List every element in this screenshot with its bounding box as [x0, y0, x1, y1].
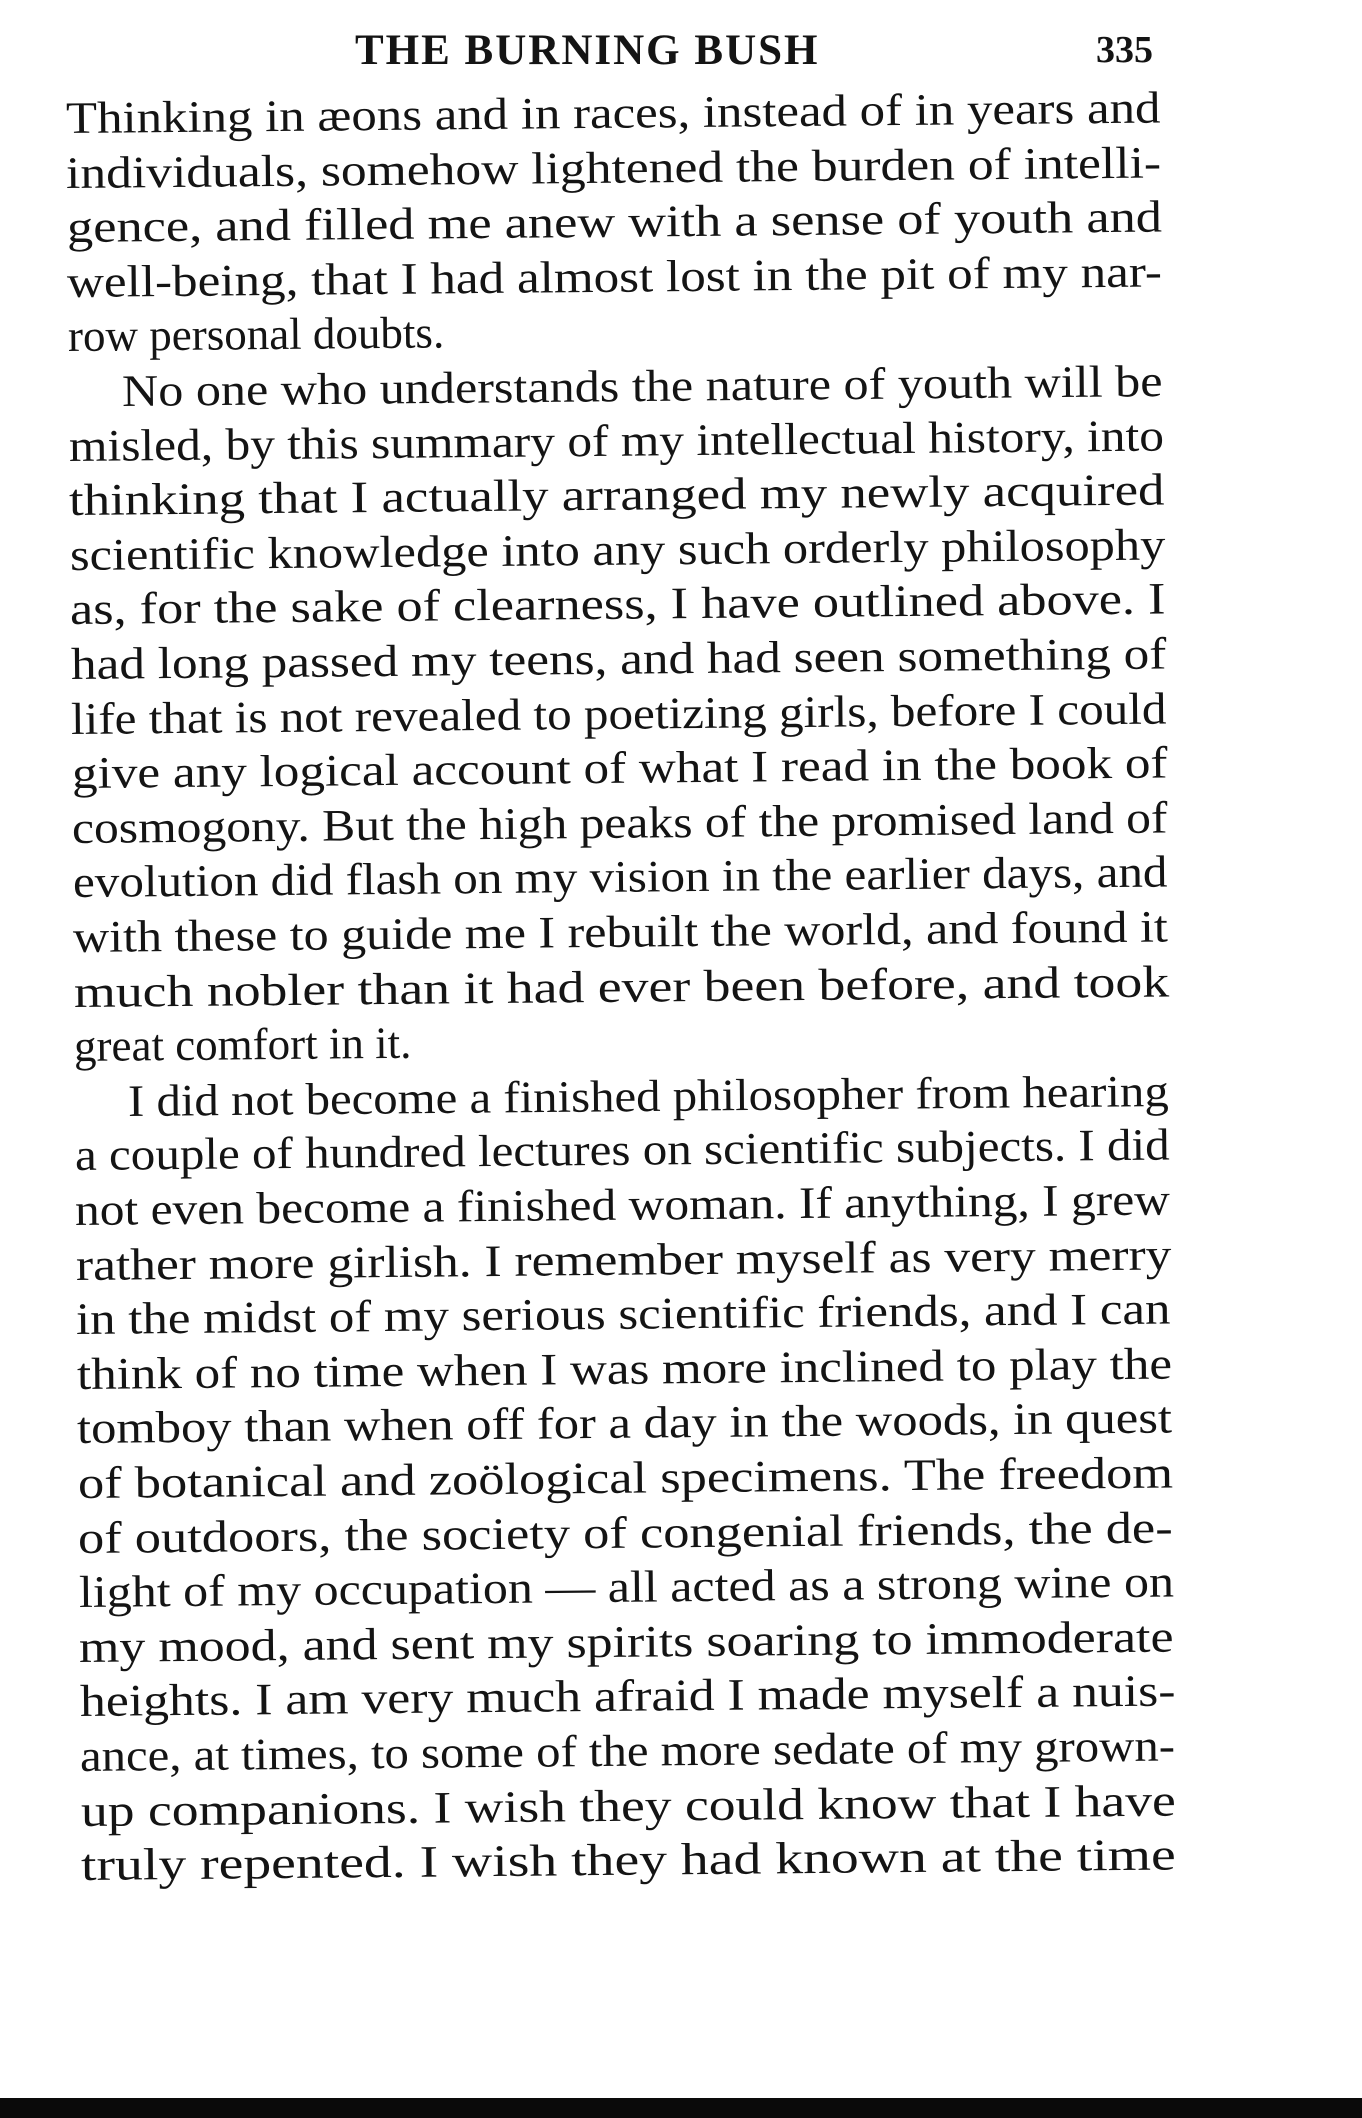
text-line: my mood, and sent my spirits soaring to immoderate — [78, 1611, 1174, 1672]
text-line: light of my occupation — all acted as a strong wine on — [78, 1556, 1174, 1618]
text-line: I did not become a finished philosopher from hearing — [128, 1065, 1170, 1126]
text-line: thinking that I actually arranged my newly acquired — [69, 464, 1165, 526]
page-number: 335 — [1096, 29, 1153, 71]
text-line: Thinking in æons and in races, instead of in years and — [65, 82, 1161, 143]
text-line: heights. I am very much afraid I made myself a nuis- — [79, 1665, 1176, 1727]
text-line: in the midst of my serious scientific friends, and I can — [76, 1283, 1171, 1345]
text-line: of outdoors, the society of congenial friends, the de- — [77, 1502, 1174, 1563]
text-line: truly repented. I wish they had known at the time — [80, 1829, 1176, 1891]
text-line: gence, and filled me anew with a sense of youth and — [66, 191, 1163, 253]
text-line: ance, at times, to some of the more sedate of my grown- — [79, 1720, 1176, 1781]
running-head: THE BURNING BUSH — [355, 27, 820, 74]
text-line: rather more girlish. I remember myself as very merry — [75, 1229, 1172, 1290]
text-line: much nobler than it had ever been before, and took — [73, 956, 1169, 1017]
text-line: as, for the sake of clearness, I have outlined above. I — [69, 573, 1166, 635]
text-line: scientific knowledge into any such orderly philosophy — [69, 519, 1166, 580]
bottom-edge-band — [0, 2098, 1362, 2118]
text-line: misled, by this summary of my intellectual history, into — [68, 410, 1164, 471]
text-line: had long passed my teens, and had seen something of — [70, 628, 1167, 689]
text-line: of botanical and zoölogical specimens. The freedom — [77, 1447, 1174, 1508]
text-line: cosmogony. But the high peaks of the promised land of — [71, 792, 1168, 853]
text-line: great comfort in it. — [73, 1017, 412, 1072]
text-line: with these to guide me I rebuilt the world, and found it — [72, 901, 1169, 962]
text-line: well-being, that I had almost lost in the pit of my nar- — [67, 246, 1163, 307]
text-line: tomboy than when off for a day in the woods, in quest — [77, 1392, 1173, 1454]
text-line: up companions. I wish they could know that I have — [80, 1775, 1176, 1836]
text-line: evolution did flash on my vision in the earlier days, and — [72, 846, 1168, 908]
text-line: give any logical account of what I read in the book of — [71, 737, 1168, 799]
text-line: No one who understands the nature of youth will be — [122, 356, 1164, 416]
text-line: think of no time when I was more inclined to play the — [76, 1338, 1172, 1399]
text-line: a couple of hundred lectures on scientific subjects. I did — [74, 1119, 1170, 1181]
text-line: individuals, somehow lightened the burden of intelli- — [66, 137, 1162, 198]
text-line: not even become a finished woman. If anything, I grew — [75, 1174, 1171, 1235]
text-line: life that is not revealed to poetizing girls, before I could — [70, 683, 1167, 744]
text-line: row personal doubts. — [67, 307, 445, 362]
